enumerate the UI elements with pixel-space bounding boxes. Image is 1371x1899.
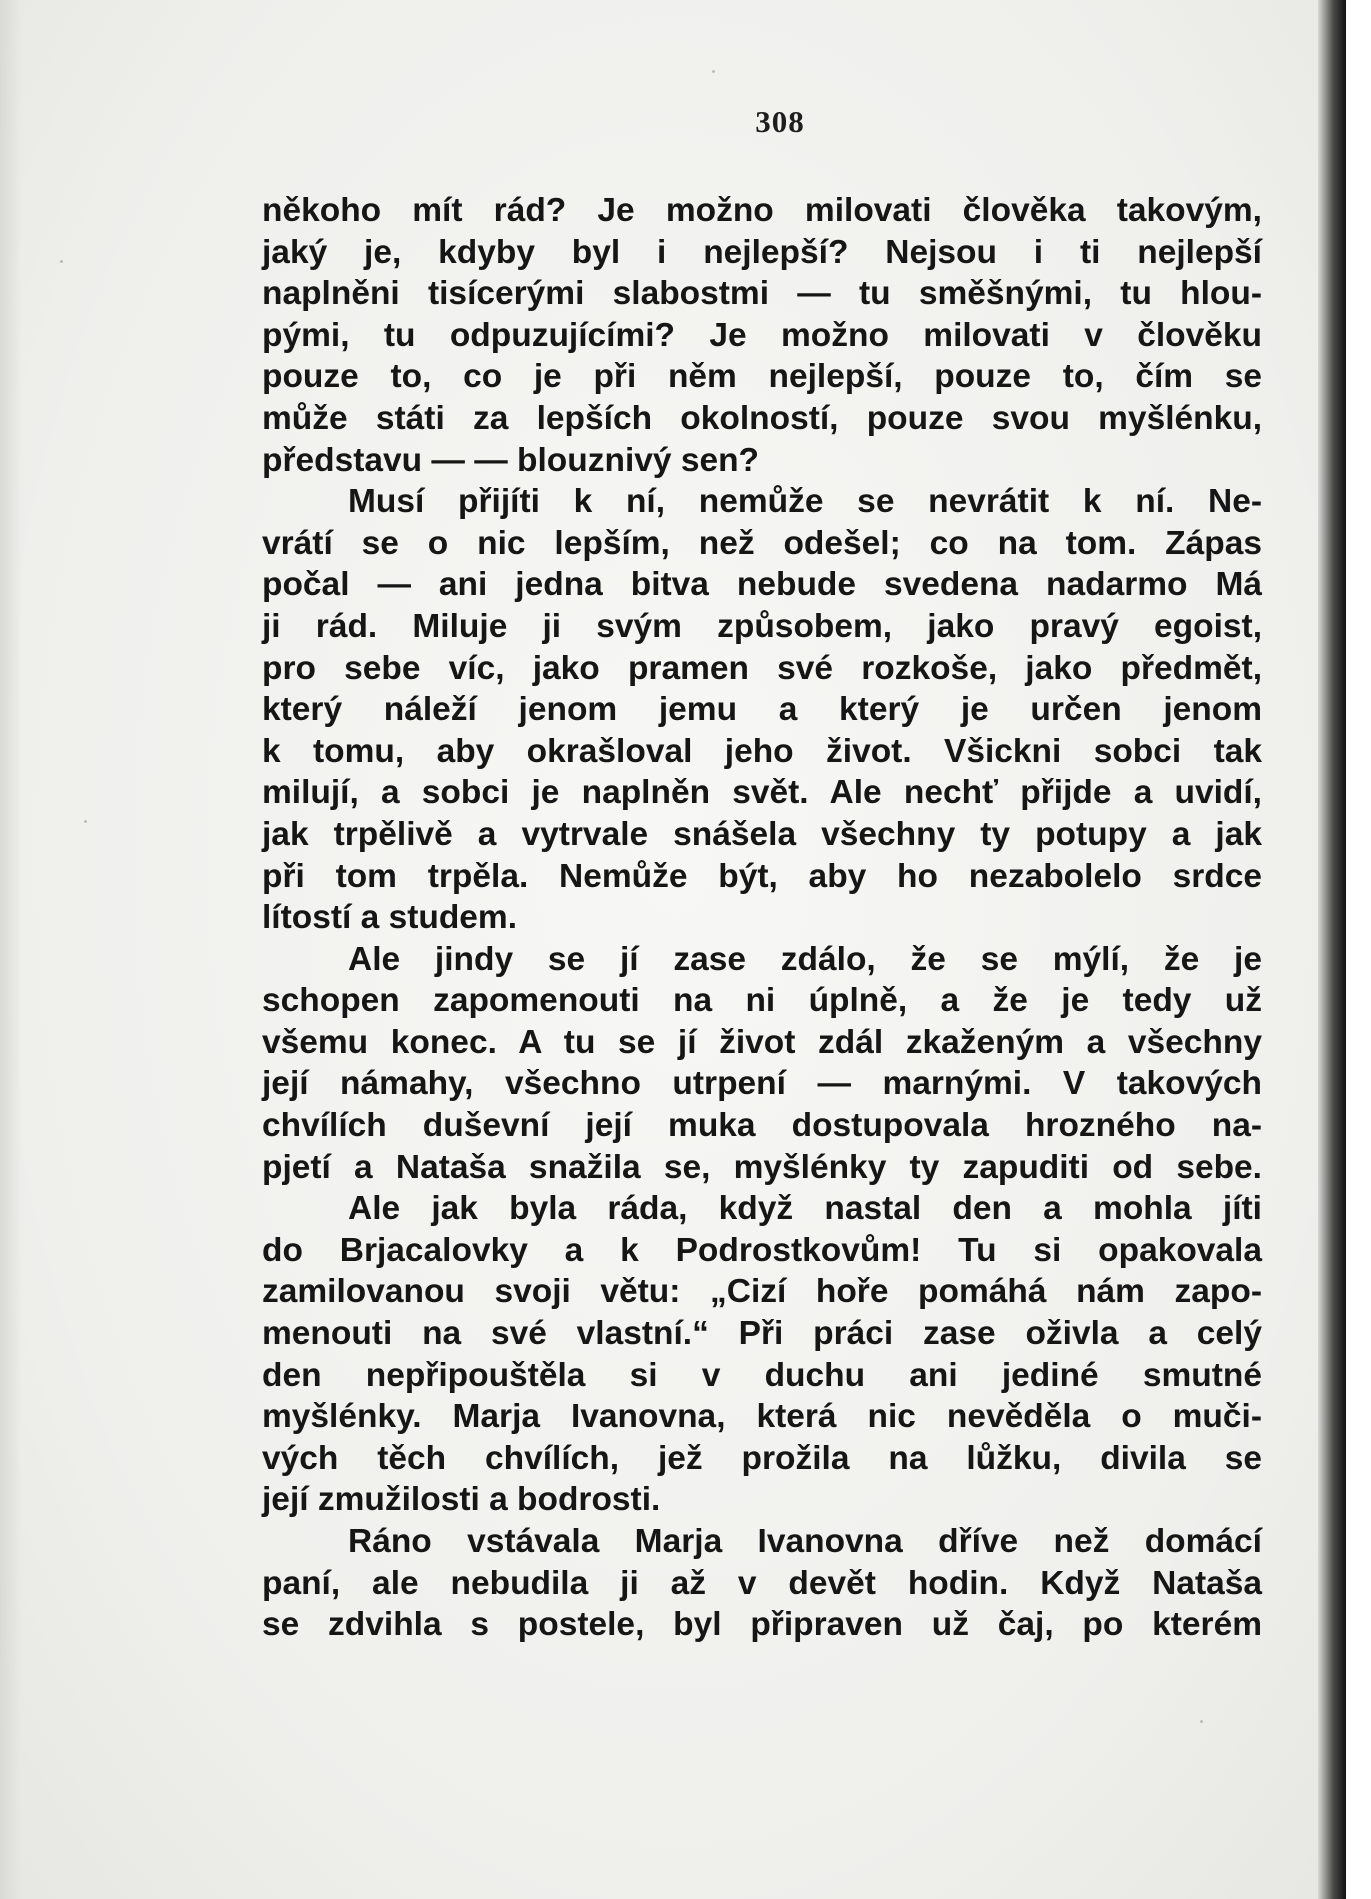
- text-line: chvílích duševní její muka dostupovala hrozného na-: [262, 1107, 1262, 1145]
- paper-speck: [60, 260, 63, 263]
- text-line: její zmužilosti a bodrosti.: [262, 1481, 661, 1519]
- text-line: vrátí se o nic lepším, než odešel; co na tom. Zápas: [262, 524, 1262, 562]
- text-line: pouze to, co je při něm nejlepší, pouze to, čím se: [262, 358, 1262, 396]
- paper-speck: [1200, 1720, 1203, 1723]
- text-line: Ale jak byla ráda, když nastal den a mohla jíti: [348, 1190, 1262, 1228]
- text-line: Musí přijíti k ní, nemůže se nevrátit k ní. Ne-: [348, 483, 1262, 521]
- text-line: pými, tu odpuzujícími? Je možno milovati v člověku: [262, 316, 1262, 354]
- text-line: vých těch chvílích, jež prožila na lůžku, divila se: [262, 1439, 1262, 1477]
- text-line: paní, ale nebudila ji až v devět hodin. Když Nataša: [262, 1564, 1262, 1602]
- text-line: do Brjacalovky a k Podrostkovům! Tu si opakovala: [262, 1231, 1262, 1269]
- text-line: její námahy, všechno utrpení — marnými. V takových: [262, 1065, 1262, 1103]
- text-line: někoho mít rád? Je možno milovati člověka takovým,: [262, 192, 1262, 229]
- text-line: všemu konec. A tu se jí život zdál zkaženým a všechny: [262, 1023, 1262, 1061]
- text-line: naplněni tisícerými slabostmi — tu směšnými, tu hlou-: [262, 275, 1262, 313]
- text-line: Ale jindy se jí zase zdálo, že se mýlí, že je: [348, 940, 1262, 978]
- text-line: schopen zapomenouti na ni úplně, a že je tedy už: [262, 982, 1262, 1020]
- text-line: který náleží jenom jemu a který je určen jenom: [262, 691, 1262, 729]
- text-line: den nepřipouštěla si v duchu ani jediné smutné: [262, 1356, 1262, 1394]
- page-gutter-shadow: [0, 0, 22, 1899]
- paper-speck: [84, 820, 87, 823]
- page-edge-shadow: [1318, 0, 1346, 1899]
- text-line: jak trpělivě a vytrvale snášela všechny ty potupy a jak: [262, 815, 1262, 853]
- text-line: k tomu, aby okrašloval jeho život. Všickni sobci tak: [262, 732, 1262, 770]
- text-line: pro sebe víc, jako pramen své rozkoše, jako předmět,: [262, 649, 1262, 687]
- page-number: 308: [755, 104, 805, 139]
- paper-speck: [712, 70, 715, 73]
- text-line: lítostí a studem.: [262, 899, 518, 937]
- text-line: Ráno vstávala Marja Ivanovna dříve než domácí: [348, 1523, 1262, 1560]
- text-line: milují, a sobci je naplněn svět. Ale nechť přijde a uvidí,: [262, 774, 1262, 812]
- text-line: pjetí a Nataša snažila se, myšlénky ty zapuditi od sebe.: [262, 1148, 1262, 1186]
- text-line: počal — ani jedna bitva nebude svedena nadarmo Má: [262, 566, 1262, 604]
- body-text: [262, 190, 1262, 1646]
- text-line: ji rád. Miluje ji svým způsobem, jako pravý egoist,: [262, 607, 1262, 645]
- text-line: může státi za lepších okolností, pouze svou myšlénku,: [262, 399, 1262, 437]
- text-line: se zdvihla s postele, byl připraven už čaj, po kterém: [262, 1606, 1262, 1644]
- text-line: menouti na své vlastní.“ Při práci zase oživla a celý: [262, 1315, 1262, 1353]
- text-line: zamilovanou svoji větu: „Cizí hoře pomáhá nám zapo-: [262, 1273, 1262, 1311]
- text-line: při tom trpěla. Nemůže být, aby ho nezabolelo srdce: [262, 857, 1262, 895]
- text-line: představu — — blouznivý sen?: [262, 441, 760, 479]
- text-line: jaký je, kdyby byl i nejlepší? Nejsou i ti nejlepší: [262, 233, 1262, 271]
- text-line: myšlénky. Marja Ivanovna, která nic nevěděla o muči-: [262, 1398, 1262, 1436]
